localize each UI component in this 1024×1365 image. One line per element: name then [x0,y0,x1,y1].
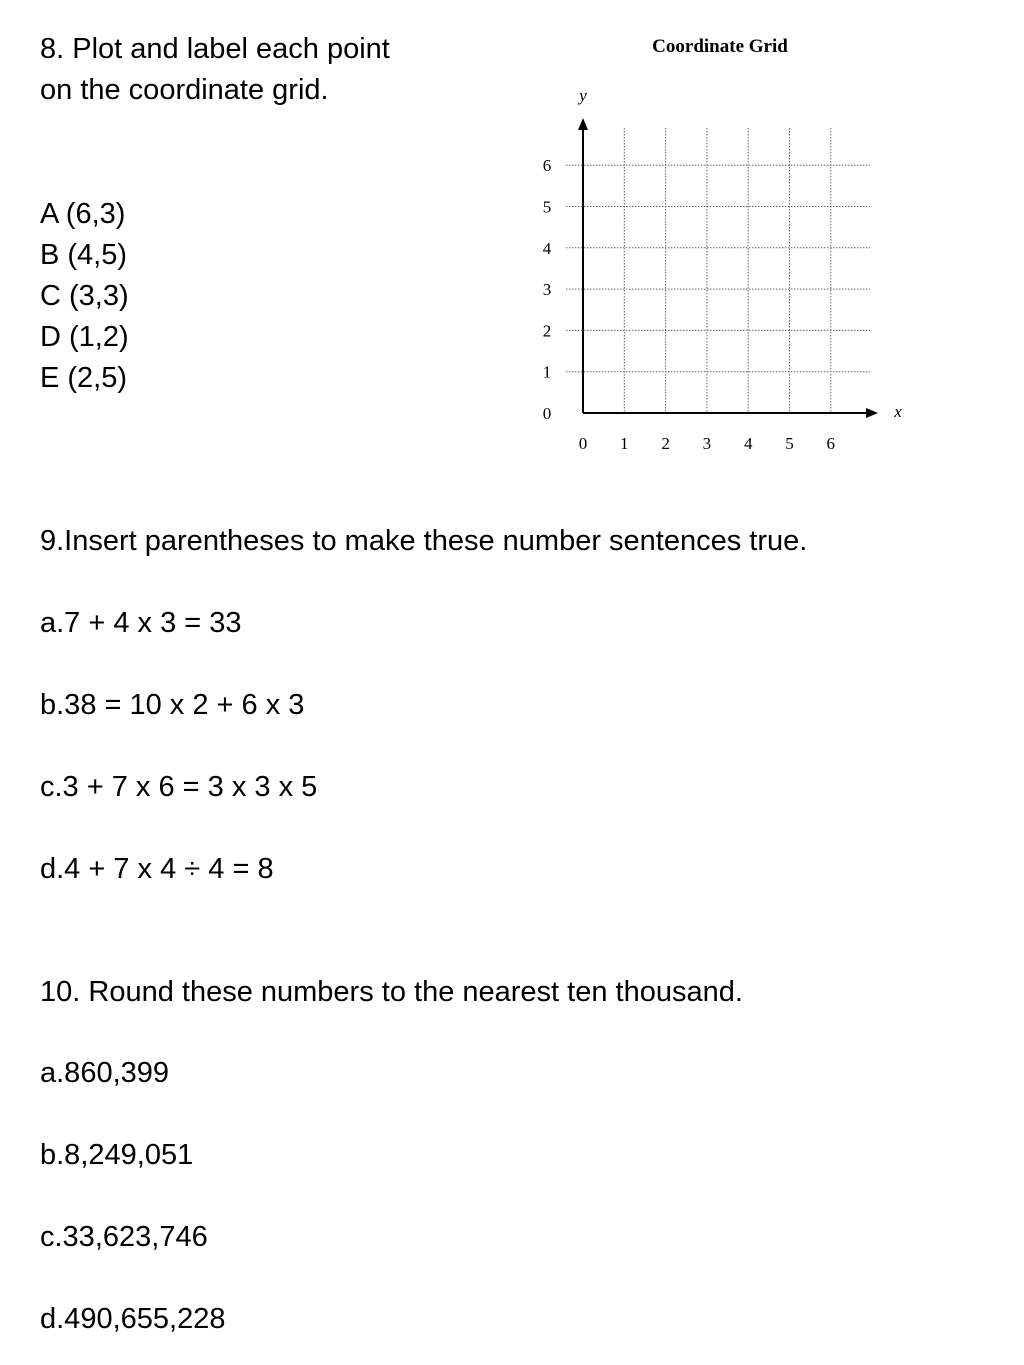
point-c-label: C (3,3) [40,280,129,312]
grid-title: Coordinate Grid [652,36,788,57]
q8-prompt-line1: 8. Plot and label each point [40,33,390,65]
q10-prompt: 10. Round these numbers to the nearest ten thousand. [40,976,743,1008]
y-tick-label: 1 [542,362,552,382]
y-axis-label: y [579,86,587,105]
x-tick-label: 5 [785,434,794,453]
point-b-label: B (4,5) [40,239,128,271]
coordinate-grid-svg [520,28,920,458]
y-tick-label: 5 [542,197,552,217]
x-tick-label: 0 [578,434,588,453]
q9-prompt: 9.Insert parentheses to make these number sentences true. [40,525,808,557]
y-axis-arrow-icon [578,118,588,130]
q10-item-d: d.490,655,228 [40,1303,226,1335]
point-d-label: D (1,2) [40,321,129,353]
x-tick-label: 4 [743,434,753,453]
grid-axes [578,118,878,418]
q10-item-c: c.33,623,746 [40,1221,208,1253]
y-tick-label: 0 [542,404,552,423]
q9-item-b: b.38 = 10 x 2 + 6 x 3 [40,689,305,721]
q8-prompt-line2: on the coordinate grid. [40,74,329,106]
q9-item-c: c.3 + 7 x 6 = 3 x 3 x 5 [40,771,318,803]
q10-item-a: a.860,399 [40,1057,170,1089]
x-tick-label: 2 [661,434,670,453]
coordinate-grid [520,28,920,458]
x-tick-label: 1 [620,434,629,453]
q9-item-d: d.4 + 7 x 4 ÷ 4 = 8 [40,853,274,885]
point-a-label: A (6,3) [40,198,126,230]
point-e-label: E (2,5) [40,362,128,394]
q10-item-b: b.8,249,051 [40,1139,194,1171]
y-tick-label: 6 [542,156,552,176]
y-tick-label: 2 [542,321,552,341]
y-tick-label: 4 [542,238,552,258]
x-tick-label: 3 [702,434,712,453]
grid-lines [566,128,870,413]
x-axis-arrow-icon [866,408,878,418]
q9-item-a: a.7 + 4 x 3 = 33 [40,607,242,639]
x-tick-label: 6 [826,434,836,453]
x-axis-label: x [894,402,902,421]
y-tick-label: 3 [542,280,552,300]
grid-tick-labels [543,156,835,453]
